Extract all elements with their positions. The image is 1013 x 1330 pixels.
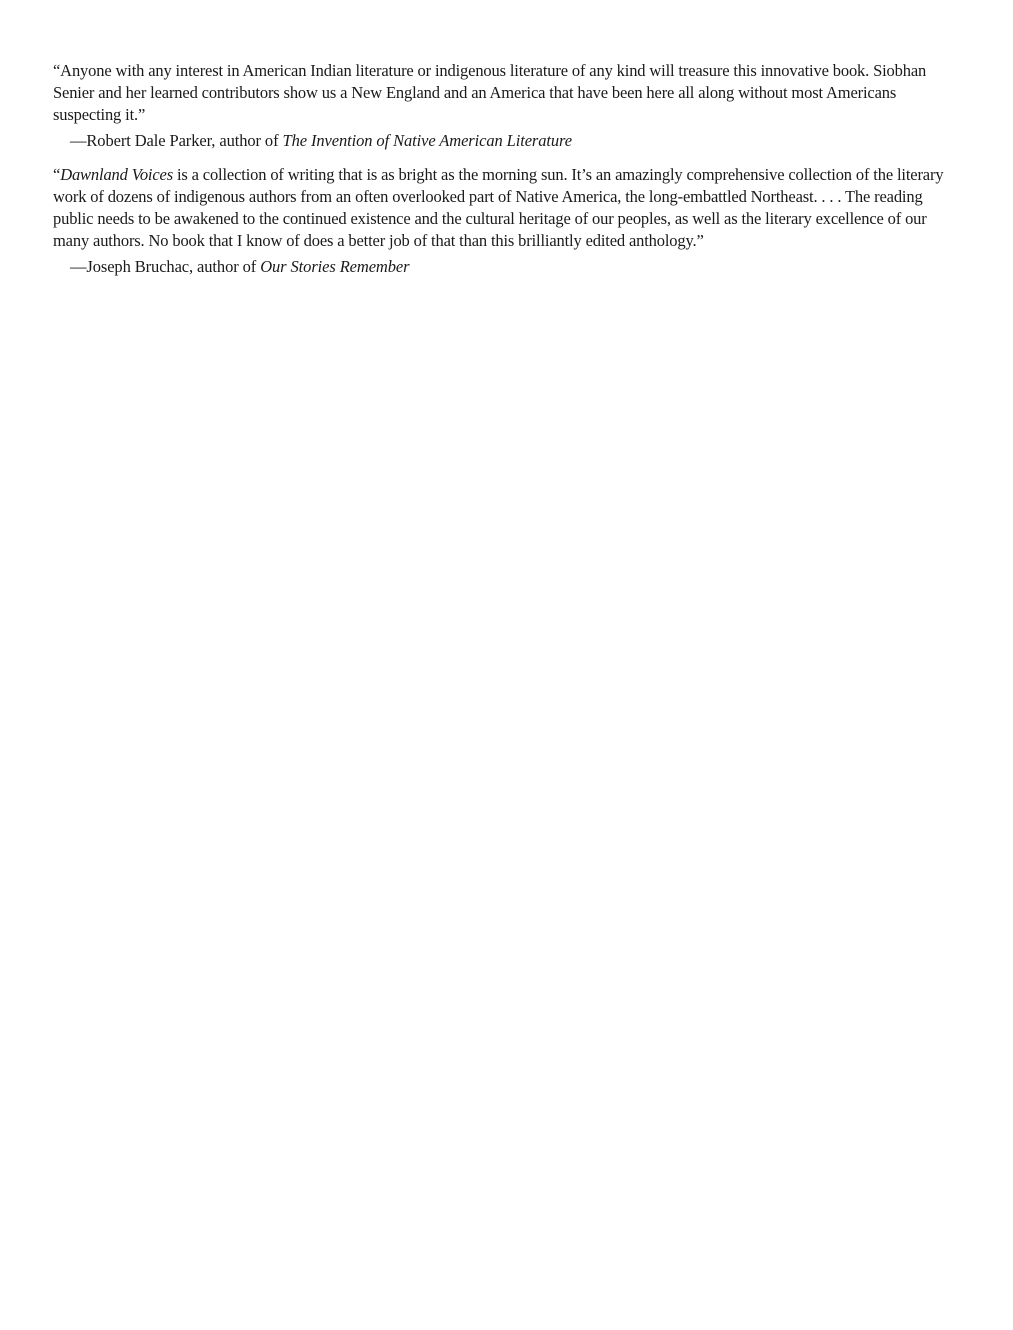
blurb-quote (53, 164, 953, 252)
attribution-author: —Joseph Bruchac, author of (70, 257, 261, 276)
blurb-bruchac (53, 164, 953, 278)
attribution-author: —Robert Dale Parker, author of (70, 131, 283, 150)
quote-text: is a collection of writing that is as bright as the morning sun. It’s an amazingly comprehensive collection of the literary work of dozens of indigenous authors from an often overlooked part of Native America, the long-embattled Northeast. . . . The reading public needs to be awakened to the continued existence and the cultural heritage of our peoples, as well as the literary excellence of our many authors. No book that I know of does a better job of that than this brilliantly edited anthology.” (53, 165, 944, 250)
blurb-attribution (53, 130, 953, 152)
quote-book-title: Dawnland Voices (60, 165, 173, 184)
praise-page (53, 60, 953, 278)
blurb-parker (53, 60, 953, 152)
blurb-attribution (53, 256, 953, 278)
quote-open-mark: “ (53, 165, 61, 184)
blurb-quote: “Anyone with any interest in American Indian literature or indigenous literature of any kind will treasure this innovative book. Siobhan Senier and her learned contributors show us a New England and an America that have been here all along without most Americans suspecting it.” (53, 61, 927, 124)
attribution-book-title: Our Stories Remember (260, 257, 410, 276)
attribution-book-title: The Invention of Native American Literature (282, 131, 572, 150)
